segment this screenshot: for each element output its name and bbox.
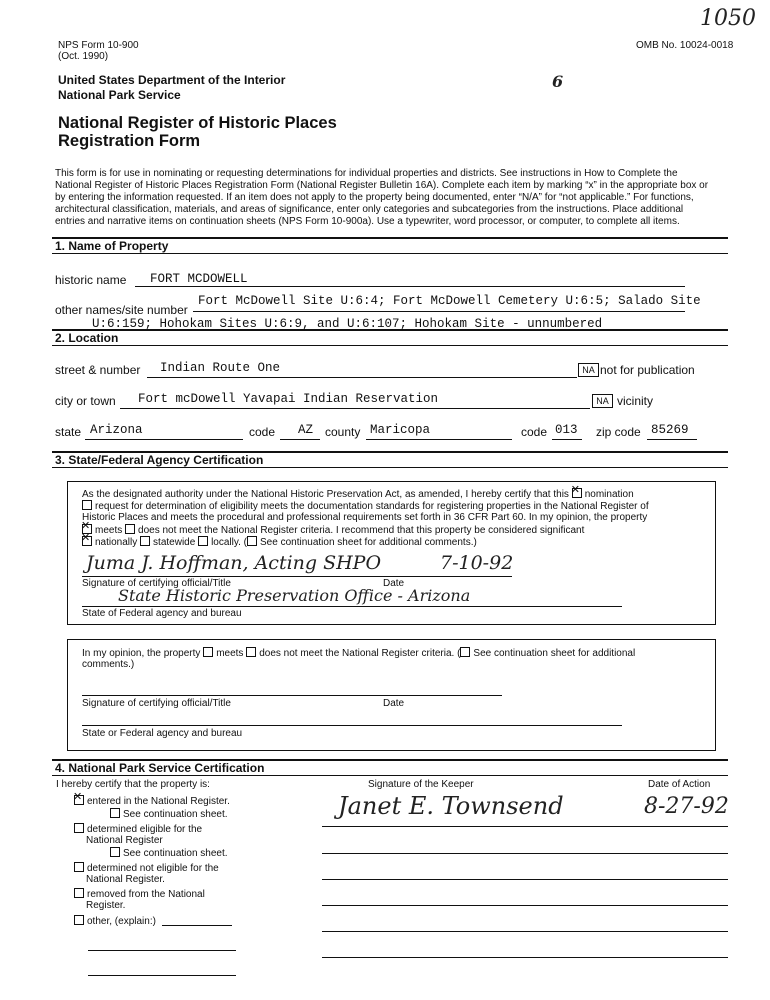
section-2-rule: [52, 329, 728, 331]
county-code-label: code: [521, 425, 548, 439]
keeper-label: Signature of the Keeper: [368, 779, 474, 790]
historic-name-label: historic name: [55, 273, 127, 287]
other-option: [74, 915, 156, 928]
nationally-checkbox[interactable]: [82, 536, 92, 546]
agency-label: State of Federal agency and bureau: [82, 608, 242, 619]
other-extra-line-2: [88, 975, 236, 976]
zip-line: [647, 439, 697, 440]
opinion-agency-label: State or Federal agency and bureau: [82, 728, 243, 739]
not-for-publication-label: not for publication: [600, 363, 695, 377]
opinion-meets-checkbox[interactable]: [203, 647, 213, 657]
county-code-value[interactable]: 013: [555, 423, 578, 437]
see-continuation-2-label: See continuation sheet.: [123, 848, 228, 859]
statewide-checkbox[interactable]: [140, 536, 150, 546]
vicinity-label: vicinity: [617, 394, 654, 408]
keeper-line-3: [322, 879, 728, 880]
section-3-underline: [52, 467, 728, 468]
opinion-line-2: comments.): [82, 659, 135, 670]
opinion-date-label: Date: [383, 698, 405, 709]
historic-name-line: [135, 286, 685, 287]
opinion-text-d: See continuation sheet for additional: [473, 648, 636, 659]
intro-line-1: This form is for use in nominating or requesting determinations for individual properties and districts. See instructions in How to Complete the: [55, 168, 678, 179]
state-code-line: [280, 439, 320, 440]
keeper-line-2: [322, 853, 728, 854]
not-eligible-label-1: determined not eligible for the: [87, 863, 219, 874]
signature-label: Signature of certifying official/Title: [82, 578, 231, 589]
see-continuation-1-label: See continuation sheet.: [123, 809, 228, 820]
request-checkbox[interactable]: [82, 500, 92, 510]
form-title: National Register of Historic Places: [58, 114, 337, 132]
certifying-signature: Juma J. Hoffman, Acting SHPO: [86, 552, 382, 574]
street-label: street & number: [55, 363, 141, 377]
handwritten-page-mark: 6: [552, 72, 564, 91]
zip-value[interactable]: 85269: [651, 423, 689, 437]
see-continuation-2-checkbox[interactable]: [110, 847, 120, 857]
certifying-date: 7-10-92: [440, 552, 514, 574]
keeper-date: 8-27-92: [644, 794, 729, 819]
not-for-publication-checkbox[interactable]: NA: [578, 363, 599, 377]
section-4-underline: [52, 775, 728, 776]
cert-line-2-text: request for determination of eligibility meets the documentation standards for registering properties in the National Register of: [95, 501, 649, 512]
street-line: [147, 377, 577, 378]
not-eligible-label-2: National Register.: [86, 874, 165, 885]
continuation-label: See continuation sheet for additional comments.): [260, 537, 477, 548]
other-checkbox[interactable]: [74, 915, 84, 925]
county-line: [366, 439, 512, 440]
opinion-text-a: In my opinion, the property: [82, 648, 201, 659]
city-value[interactable]: Fort mcDowell Yavapai Indian Reservation: [138, 392, 439, 406]
intro-line-5: entries and narrative items on continuation sheets (NPS Form 10-900a). Use a typewriter, word processor, or computer, to complete all items.: [55, 216, 680, 227]
does-not-meet-checkbox[interactable]: [125, 524, 135, 534]
date-of-action-label: Date of Action: [648, 779, 711, 790]
vicinity-checkbox[interactable]: NA: [592, 394, 613, 408]
form-subtitle: Registration Form: [58, 132, 201, 150]
handwritten-reference-number: 1050: [700, 6, 756, 31]
agency-handwritten: State Historic Preservation Office - Arizona: [118, 586, 471, 605]
agency-line: [82, 606, 622, 607]
department-name: United States Department of the Interior: [58, 73, 286, 87]
opinion-agency-line: [82, 725, 622, 726]
state-value[interactable]: Arizona: [90, 423, 143, 437]
nomination-label: nomination: [584, 489, 634, 500]
eligible-checkbox[interactable]: [74, 823, 84, 833]
cert-line-5: [82, 536, 477, 549]
removed-checkbox[interactable]: [74, 888, 84, 898]
statewide-label: statewide: [153, 537, 196, 548]
keeper-line-5: [322, 931, 728, 932]
keeper-signature: Janet E. Townsend: [338, 792, 564, 820]
section-1-underline: [52, 253, 728, 254]
zip-label: zip code: [596, 425, 641, 439]
opinion-line-1: [82, 647, 635, 660]
section-1-heading: 1. Name of Property: [55, 239, 169, 253]
state-line: [85, 439, 243, 440]
keeper-line-1: [322, 826, 728, 827]
state-code-value[interactable]: AZ: [298, 423, 314, 437]
city-label: city or town: [55, 394, 116, 408]
not-eligible-checkbox[interactable]: [74, 862, 84, 872]
other-names-line-1: [193, 311, 685, 312]
county-code-line: [552, 439, 582, 440]
signature-line: [82, 576, 512, 577]
section-3-heading: 3. State/Federal Agency Certification: [55, 453, 264, 467]
opinion-signature-line: [82, 695, 502, 696]
meets-label: meets: [95, 525, 123, 536]
section-4-heading: 4. National Park Service Certification: [55, 761, 265, 775]
historic-name-value[interactable]: FORT MCDOWELL: [150, 272, 248, 286]
other-label: other, (explain:): [87, 916, 156, 927]
removed-label-2: Register.: [86, 900, 126, 911]
nomination-checkbox[interactable]: [572, 488, 582, 498]
service-name: National Park Service: [58, 88, 181, 102]
date-label: Date: [383, 578, 405, 589]
intro-line-2: National Register of Historic Places Registration Form (National Register Bulletin 16A). Complete each item by marking “x” in the appropriate box or: [55, 180, 709, 191]
code-label: code: [249, 425, 276, 439]
certify-text: I hereby certify that the property is:: [56, 779, 210, 790]
cert-line-4-text: does not meet the National Register criteria. I recommend that this property be considered significant: [138, 525, 585, 536]
other-names-value-2[interactable]: U:6:159; Hohokam Sites U:6:9, and U:6:107; Hohokam Site - unnumbered: [92, 317, 603, 331]
keeper-line-4: [322, 905, 728, 906]
continuation-checkbox[interactable]: [247, 536, 257, 546]
county-value[interactable]: Maricopa: [370, 423, 431, 437]
street-value[interactable]: Indian Route One: [160, 361, 281, 375]
section-2-heading: 2. Location: [55, 331, 119, 345]
see-continuation-2: [110, 847, 228, 860]
form-date: (Oct. 1990): [58, 51, 109, 62]
eligible-label-2: National Register: [86, 835, 163, 846]
other-names-label: other names/site number: [55, 303, 188, 317]
removed-label-1: removed from the National: [87, 889, 205, 900]
county-label: county: [325, 425, 361, 439]
opinion-not-meet-checkbox[interactable]: [246, 647, 256, 657]
nationally-label: nationally: [95, 537, 138, 548]
opinion-meets-label: meets: [216, 648, 244, 659]
form-number: NPS Form 10-900: [58, 40, 139, 51]
keeper-line-6: [322, 957, 728, 958]
entered-option: [74, 795, 230, 808]
locally-label: locally. (: [211, 537, 248, 548]
eligible-label-1: determined eligible for the: [87, 824, 203, 835]
see-continuation-1: [110, 808, 228, 821]
omb-number: OMB No. 10024-0018: [636, 40, 734, 51]
opinion-signature-label: Signature of certifying official/Title: [82, 698, 231, 709]
city-line: [120, 408, 590, 409]
section-2-underline: [52, 345, 728, 346]
other-explain-line: [162, 925, 232, 926]
other-extra-line-1: [88, 950, 236, 951]
entered-label: entered in the National Register.: [87, 796, 230, 807]
opinion-text-c: does not meet the National Register criteria. (: [259, 648, 461, 659]
state-label: state: [55, 425, 82, 439]
cert-line-1-text: As the designated authority under the National Historic Preservation Act, as amended, I hereby certify that this: [82, 489, 569, 500]
locally-checkbox[interactable]: [198, 536, 208, 546]
see-continuation-1-checkbox[interactable]: [110, 808, 120, 818]
cert-line-3: Historic Places and meets the procedural and professional requirements set forth in 36 CFR Part 60. In my opinion, the property: [82, 512, 648, 523]
intro-line-3: by entering the information requested. If an item does not apply to the property being documented, enter “N/A” for “not applicable.” For functions,: [55, 192, 694, 203]
other-names-value-1[interactable]: Fort McDowell Site U:6:4; Fort McDowell Cemetery U:6:5; Salado Site: [198, 294, 701, 308]
entered-checkbox[interactable]: [74, 795, 84, 805]
intro-line-4: architectural classification, materials, and areas of significance, enter only categories and subcategories from the instructions. Place additional: [55, 204, 684, 215]
opinion-continuation-checkbox[interactable]: [460, 647, 470, 657]
